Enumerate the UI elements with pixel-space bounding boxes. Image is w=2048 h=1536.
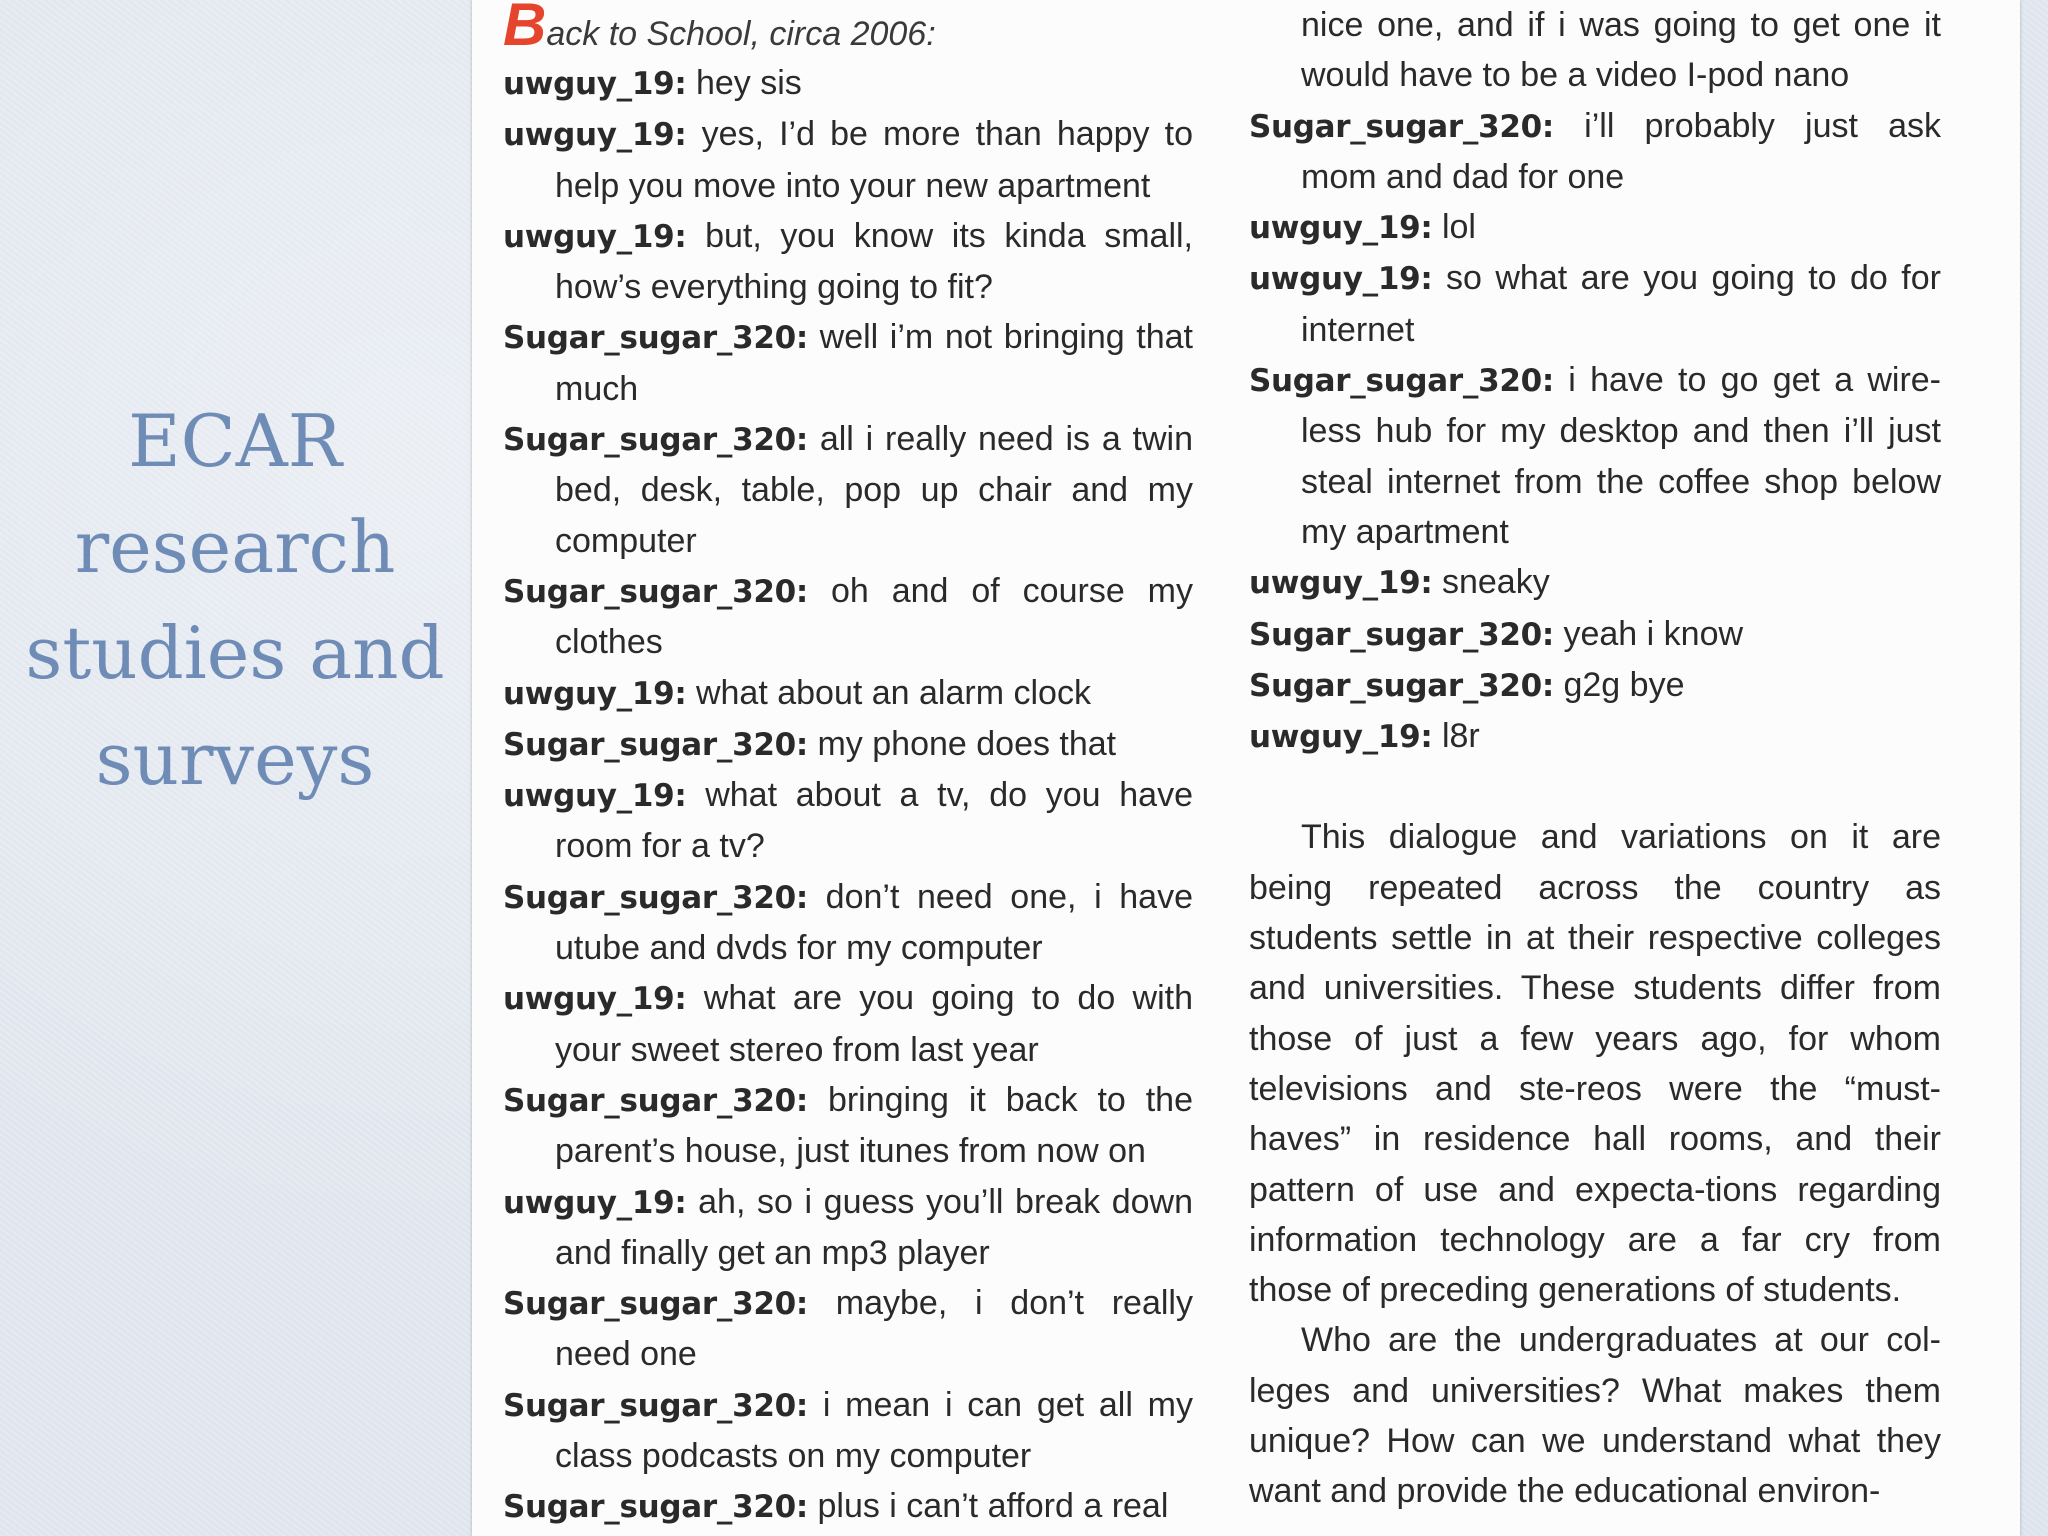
chat-line	[1249, 202, 1941, 253]
chat-speaker: Sugar_sugar_320:	[503, 1286, 809, 1323]
chat-message: ah, so i guess you’ll break down and finally get an mp3 player	[555, 1182, 1193, 1272]
chat-line	[1249, 557, 1941, 608]
chat-speaker: Sugar_sugar_320:	[1249, 667, 1555, 704]
chat-line	[503, 770, 1193, 872]
chat-continuation: nice one, and if i was going to get one it would have to be a video I-pod nano	[1301, 6, 1941, 95]
chat-message: yes, I’d be more than happy to help you move into your new apartment	[555, 115, 1193, 205]
chat-speaker: Sugar_sugar_320:	[503, 1082, 809, 1119]
chat-line	[1249, 101, 1941, 203]
chat-speaker: Sugar_sugar_320:	[1249, 616, 1555, 653]
chat-line	[503, 109, 1193, 211]
chat-speaker: Sugar_sugar_320:	[503, 1387, 809, 1424]
chat-message: so what are you going to do for internet	[1301, 259, 1941, 349]
chat-speaker: uwguy_19:	[1249, 565, 1433, 602]
chat-speaker: uwguy_19:	[503, 675, 687, 712]
right-column	[1249, 0, 1941, 1517]
body-paragraph: Who are the undergraduates at our col-leges and universities? What makes them unique? How can we understand what they want and provide the educational environ-	[1249, 1321, 1941, 1511]
chat-message: my phone does that	[817, 724, 1117, 763]
chat-line	[1249, 711, 1941, 762]
chat-message: lol	[1441, 208, 1476, 247]
paragraph-gap	[1249, 762, 1941, 812]
chat-speaker: uwguy_19:	[503, 66, 687, 102]
article-heading	[503, 0, 1193, 58]
chat-line	[503, 1278, 1193, 1380]
chat-message: bringing it back to the parent’s house, just itunes from now on	[555, 1080, 1194, 1171]
chat-speaker: uwguy_19:	[503, 117, 687, 154]
chat-message: sneaky	[1441, 563, 1550, 602]
chat-line	[503, 973, 1193, 1075]
chat-speaker: Sugar_sugar_320:	[503, 726, 809, 763]
chat-line	[503, 1481, 1193, 1532]
chat-speaker: Sugar_sugar_320:	[1249, 108, 1555, 145]
chat-line	[503, 668, 1193, 719]
chat-speaker: uwguy_19:	[1249, 261, 1433, 298]
chat-message: what about a tv, do you have room for a tv?	[555, 776, 1193, 866]
chat-line	[1249, 660, 1941, 711]
chat-speaker: uwguy_19:	[503, 981, 687, 1018]
chat-speaker: Sugar_sugar_320:	[503, 879, 809, 916]
chat-speaker: uwguy_19:	[1249, 719, 1433, 756]
chat-message: well i’m not bringing that much	[555, 318, 1193, 408]
chat-speaker: Sugar_sugar_320:	[503, 1489, 809, 1526]
chat-message: hey sis	[695, 64, 802, 102]
chat-speaker: uwguy_19:	[503, 218, 687, 255]
chat-message: g2g bye	[1563, 665, 1685, 704]
chat-message: oh and of course my clothes	[555, 571, 1193, 662]
chat-line	[503, 1380, 1193, 1482]
chat-line	[503, 312, 1193, 414]
chat-message: i’ll probably just ask mom and dad for one	[1301, 106, 1942, 196]
chat-line	[503, 211, 1193, 313]
chat-message: i mean i can get all my class podcasts on my computer	[555, 1385, 1193, 1476]
chat-speaker: Sugar_sugar_320:	[1249, 363, 1555, 400]
chat-speaker: Sugar_sugar_320:	[503, 320, 809, 357]
chat-line	[503, 58, 1193, 109]
chat-message: i have to go get a wire-less hub for my desktop and then i’ll just steal internet from the coffee shop below my apartment	[1301, 361, 1942, 551]
chat-message: yeah i know	[1563, 614, 1744, 653]
chat-message: maybe, i don’t really need one	[555, 1284, 1193, 1374]
chat-message: l8r	[1441, 717, 1480, 756]
chat-line	[1249, 609, 1941, 660]
chat-line	[503, 719, 1193, 770]
drop-cap: B	[503, 0, 547, 58]
chat-message: don’t need one, i have utube and dvds for my computer	[555, 877, 1194, 968]
chat-line	[503, 566, 1193, 668]
article-scan	[472, 0, 2020, 1536]
chat-line	[503, 872, 1193, 974]
chat-line	[503, 1075, 1193, 1177]
chat-line	[1249, 355, 1941, 557]
chat-line	[503, 414, 1193, 566]
chat-speaker: uwguy_19:	[503, 778, 687, 815]
chat-line	[1249, 253, 1941, 355]
chat-log-right	[1249, 101, 1941, 763]
chat-line	[503, 1177, 1193, 1279]
chat-speaker: uwguy_19:	[1249, 210, 1433, 247]
chat-message: what about an alarm clock	[695, 673, 1091, 712]
chat-speaker: Sugar_sugar_320:	[503, 422, 809, 459]
heading-text: ack to School, circa 2006:	[546, 15, 936, 53]
left-column	[503, 0, 1193, 1533]
body-paragraph: This dialogue and variations on it are being repeated across the country as students settle in at their respective colleges and universities. These students differ from those of just a few years ago, for whom televisions and ste-reos were the “must-haves” in residence hall rooms, and their pattern of use and expecta-tions regarding information technology are a far cry from those of preceding generations of students.	[1249, 818, 1941, 1310]
chat-message: plus i can’t afford a real	[817, 1487, 1169, 1526]
chat-speaker: uwguy_19:	[503, 1184, 687, 1221]
chat-log-left	[503, 58, 1193, 1533]
chat-speaker: Sugar_sugar_320:	[503, 573, 809, 610]
chat-message: but, you know its kinda small, how’s everything going to fit?	[555, 216, 1193, 307]
chat-message: all i really need is a twin bed, desk, table, pop up chair and my computer	[555, 420, 1193, 560]
slide-title: ECAR research studies and surveys	[25, 399, 445, 801]
chat-message: what are you going to do with your sweet stereo from last year	[555, 979, 1193, 1069]
